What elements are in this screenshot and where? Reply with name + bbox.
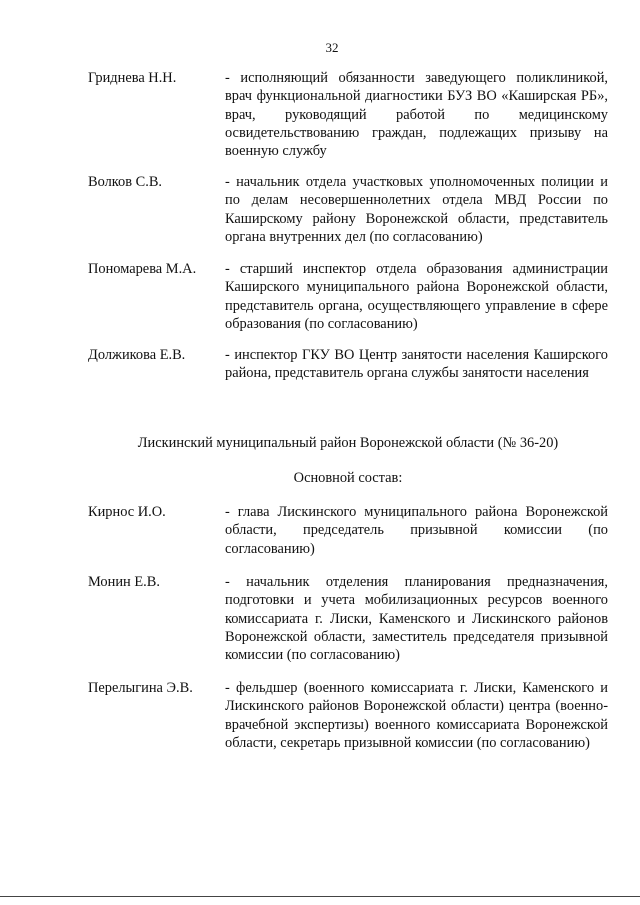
- member-name: Пономарева М.А.: [88, 261, 197, 277]
- member-name: Волков С.В.: [88, 174, 163, 190]
- member-name: Кирнос И.О.: [88, 504, 166, 520]
- member-role: - исполняющий обязанности заведующего поликлиникой, врач функциональной диагностики БУЗ ВО «Каширская РБ», врач, руководящий работой по медицинскому освидетельствованию граждан, подлежащих призыву на военную службу: [225, 70, 608, 160]
- member-role: - инспектор ГКУ ВО Центр занятости населения Каширского района, представитель органа службы занятости населения: [225, 347, 608, 382]
- member-role: - начальник отдела участковых уполномоченных полиции и по делам несовершеннолетних отдела МВД России по Каширскому району Воронежской области, представитель органа внутренних дел (по согласованию): [225, 174, 608, 245]
- section-title: Лискинский муниципальный район Воронежской области (№ 36-20): [137, 435, 559, 451]
- member-name: Перелыгина Э.В.: [88, 680, 193, 696]
- member-name: Монин Е.В.: [88, 574, 160, 590]
- member-role: - начальник отделения планирования предназначения, подготовки и учета мобилизационных ресурсов военного комиссариата г. Лиски, Каменского и Лискинского районов Воронежской области, заместитель председателя призывной комиссии (по согласованию): [225, 574, 608, 664]
- member-role: - фельдшер (военного комиссариата г. Лиски, Каменского и Лискинского районов Воронежской области) центра (военно-врачебной экспертизы) военного комиссариата Воронежской области, секретарь призывной комиссии (по согласованию): [225, 680, 608, 751]
- member-name: Должикова Е.В.: [88, 347, 186, 363]
- bottom-divider: [0, 896, 640, 897]
- page-number: 32: [325, 40, 339, 55]
- section-subtitle: Основной состав:: [293, 470, 403, 486]
- member-role: - глава Лискинского муниципального района Воронежской области, председатель призывной комиссии (по согласованию): [225, 504, 608, 557]
- member-role: - старший инспектор отдела образования администрации Каширского муниципального района Воронежской области, представитель органа, осуществляющего управление в сфере образования (по согласованию): [225, 261, 608, 332]
- member-name: Гриднева Н.Н.: [88, 70, 177, 86]
